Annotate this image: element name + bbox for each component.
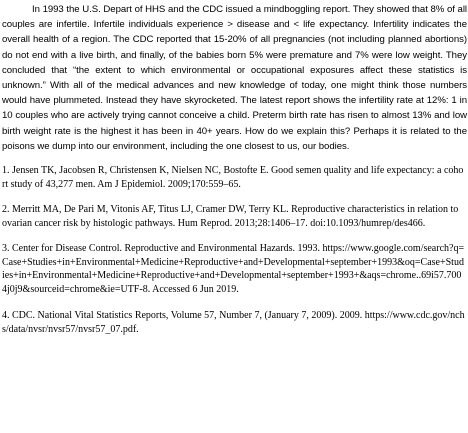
- reference-list: [0, 164, 468, 336]
- reference-item: 4. CDC. National Vital Statistics Reports, Volume 57, Number 7, (January 7, 2009). 2009. https://www.cdc.gov/nchs/data/nvsr/nvsr57/nvsr57_07.pdf.: [2, 310, 465, 335]
- reference-item: 1. Jensen TK, Jacobsen R, Christensen K, Nielsen NC, Bostofte E. Good semen quality and life expectancy: a cohort study of 43,277 men. Am J Epidemiol. 2009;170:559–65.: [2, 165, 464, 190]
- body-paragraph: In 1993 the U.S. Depart of HHS and the CDC issued a mindboggling report. They showed that 8% of all couples are infertile. Infertile individuals experience > disease and < life expectancy. Infertility indicates the overall health of a region. The CDC reported that 15-20% of all pregnancies (not including planned abortions) do not end with a live birth, and finally, of the babies born 5% were premature and 7% were low weight. They concluded that “the extent to which environmental or occupational exposures affect these statistics is unknown.” With all of the medical advances and new knowledge of today, one might think those numbers would have plummeted. Instead they have skyrocketed. The latest report shows the infertility rate at 12%: 1 in 10 couples who are actively trying cannot conceive a child. Preterm birth rate has risen to almost 13% and low birth weight rate is the highest it has been in 40+ years. How do we explain this? Perhaps it is related to the poisons we dump into our environment, including the one closest to us, our bodies.: [2, 4, 467, 152]
- reference-item: 3. Center for Disease Control. Reproductive and Environmental Hazards. 1993. https://www.google.com/search?q=Case+Studies+in+Environmental+Medicine+Reproductive+and+Developmental+september+1993&oq=Case+Studies+in+Environmental+Medicine+Reproductive+and+Developmental+september+1993+&aqs=chrome..69i57.7004j0j9&sourceid=chrome&ie=UTF-8. Accessed 6 Jun 2019.: [2, 243, 465, 295]
- reference-item: 2. Merritt MA, De Pari M, Vitonis AF, Titus LJ, Cramer DW, Terry KL. Reproductive characteristics in relation to ovarian cancer risk by histologic pathways. Hum Reprod. 2013;28:1406–17. doi:10.1093/humrep/des466.: [2, 204, 459, 229]
